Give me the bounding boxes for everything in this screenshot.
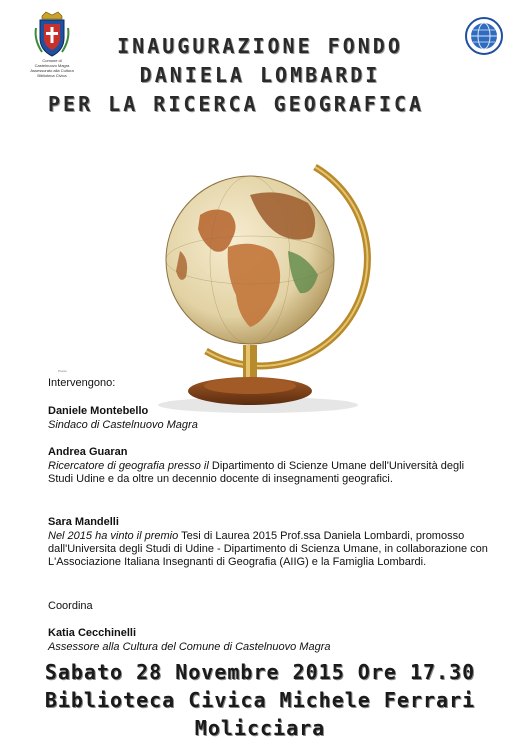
event-place: Molicciara xyxy=(194,716,326,740)
speaker-3-role-italic: Nel 2015 ha vinto il premio xyxy=(48,530,179,542)
speaker-2-role-rest: Dipartimento di Scienze Umane dell'Università degli Studi Udine e da oltre un decennio docente di insegnamenti geografici. xyxy=(48,460,465,485)
event-date-time: Sabato 28 Novembre 2015 Ore 17.30 xyxy=(44,660,476,684)
speakers-intro: Intervengono: xyxy=(48,377,116,389)
speaker-3-role-rest: Tesi di Laurea 2015 Prof.ssa Daniela Lombardi, promosso dall'Universita degli Studi di Udine - Dipartimento di Scienza Umane, in collaborazione con L'Associazione Italiana Insegnanti di Geografia (AIIG) e la Famiglia Lombardi. xyxy=(48,530,488,568)
speaker-4-role: Assessore alla Cultura del Comune di Castelnuovo Magra xyxy=(48,641,331,653)
globe-illustration xyxy=(140,155,400,415)
coordinator-label: Coordina xyxy=(48,600,93,612)
speaker-1-role: Sindaco di Castelnuovo Magra xyxy=(48,419,198,431)
title-line-3: PER LA RICERCA GEOGRAFICA xyxy=(48,92,425,116)
speaker-2-role-italic: Ricercatore di geografia presso il xyxy=(48,460,209,472)
image-caption-label: Pronto xyxy=(58,369,67,373)
speaker-3-role xyxy=(48,530,488,569)
event-venue: Biblioteca Civica Michele Ferrari xyxy=(44,688,476,712)
speaker-1-name: Daniele Montebello xyxy=(48,405,149,417)
speaker-4-name: Katia Cecchinelli xyxy=(48,627,137,639)
speaker-3-name: Sara Mandelli xyxy=(48,516,119,528)
title-line-2: DANIELA LOMBARDI xyxy=(139,63,381,87)
speaker-2-role xyxy=(48,460,488,486)
speaker-2-name: Andrea Guaran xyxy=(48,446,128,458)
title-line-1: INAUGURAZIONE FONDO xyxy=(117,34,403,58)
crest-caption: Comune di Castelnuovo Magra Assessorato alla Cultura Biblioteca Civica xyxy=(30,58,74,78)
